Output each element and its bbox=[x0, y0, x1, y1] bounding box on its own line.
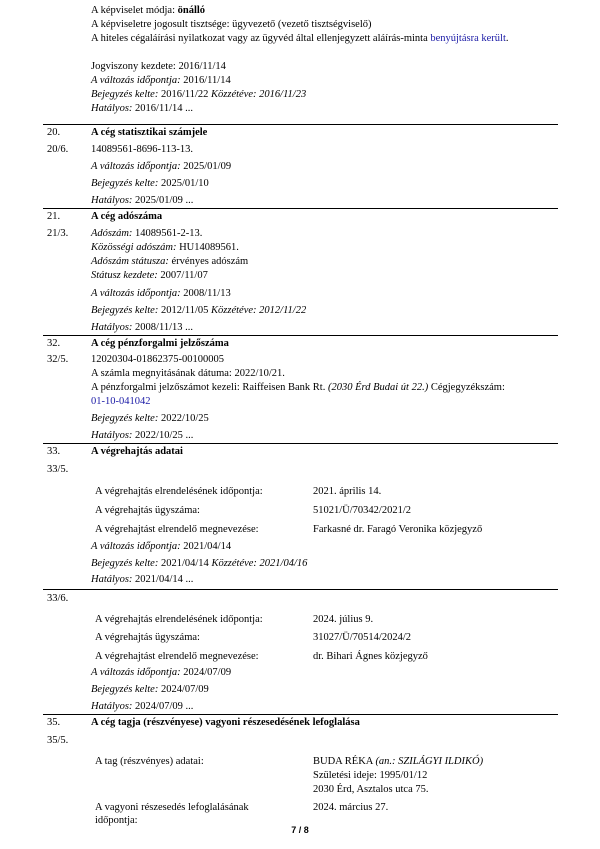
section-divider bbox=[43, 335, 558, 336]
section-number: 33. bbox=[47, 446, 61, 457]
enforcement-case-value: 51021/Ü/70342/2021/2 bbox=[313, 505, 412, 516]
registration-date: Bejegyzés kelte: 2012/11/05 Közzétéve: 2012/11/22 bbox=[91, 305, 307, 316]
registration-date: Bejegyzés kelte: 2025/01/10 bbox=[91, 178, 209, 189]
entry-number: 33/5. bbox=[47, 464, 69, 475]
change-date: A változás időpontja: 2025/01/09 bbox=[91, 161, 232, 172]
entry-number: 21/3. bbox=[47, 228, 69, 239]
statistical-number: 14089561-8696-113-13. bbox=[91, 144, 193, 155]
section-title: A cég statisztikai számjele bbox=[91, 127, 208, 138]
seizure-label-cont: időpontja: bbox=[95, 815, 138, 826]
section-divider bbox=[43, 443, 558, 444]
status-start: Státusz kezdete: 2007/11/07 bbox=[91, 270, 208, 281]
member-address: 2030 Érd, Asztalos utca 75. bbox=[313, 784, 429, 795]
tax-number: Adószám: 14089561-2-13. bbox=[91, 228, 203, 239]
entry-divider bbox=[43, 589, 558, 590]
effective-date: Hatályos: 2022/10/25 ... bbox=[91, 430, 194, 441]
bank-info: A pénzforgalmi jelzőszámot kezeli: Raiffeisen Bank Rt. (2030 Érd Budai út 22.) Cégjegyzékszám: bbox=[91, 382, 505, 393]
enforcement-case-label: A végrehajtás ügyszáma: bbox=[95, 632, 200, 643]
registration-date: Bejegyzés kelte: 2016/11/22 Közzétéve: 2016/11/23 bbox=[91, 89, 307, 100]
change-date: A változás időpontja: 2021/04/14 bbox=[91, 541, 232, 552]
enforcement-date-value: 2024. július 9. bbox=[313, 614, 374, 625]
enforcement-date-label: A végrehajtás elrendelésének időpontja: bbox=[95, 486, 263, 497]
enforcement-date-value: 2021. április 14. bbox=[313, 486, 382, 497]
section-number: 32. bbox=[47, 338, 61, 349]
section-title: A cég tagja (részvényese) vagyoni részesedésének lefoglalása bbox=[91, 717, 360, 728]
page-number: 7 / 8 bbox=[291, 825, 309, 835]
enforcement-issuer-label: A végrehajtást elrendelő megnevezése: bbox=[95, 651, 259, 662]
effective-date: Hatályos: 2025/01/09 ... bbox=[91, 195, 194, 206]
member-label: A tag (részvényes) adatai: bbox=[95, 756, 204, 767]
entry-number: 33/6. bbox=[47, 593, 69, 604]
signature-link[interactable]: benyújtásra került bbox=[430, 33, 506, 44]
entry-number: 20/6. bbox=[47, 144, 69, 155]
section-number: 35. bbox=[47, 717, 61, 728]
registration-date: Bejegyzés kelte: 2024/07/09 bbox=[91, 684, 209, 695]
section-divider bbox=[43, 208, 558, 209]
change-date: A változás időpontja: 2008/11/13 bbox=[91, 288, 231, 299]
enforcement-issuer-label: A végrehajtást elrendelő megnevezése: bbox=[95, 524, 259, 535]
account-number: 12020304-01862375-00100005 bbox=[91, 354, 224, 365]
enforcement-issuer-value: dr. Bihari Ágnes közjegyző bbox=[313, 651, 428, 662]
relationship-start: Jogviszony kezdete: 2016/11/14 bbox=[91, 61, 226, 72]
enforcement-case-label: A végrehajtás ügyszáma: bbox=[95, 505, 200, 516]
change-date: A változás időpontja: 2024/07/09 bbox=[91, 667, 232, 678]
entry-number: 35/5. bbox=[47, 735, 69, 746]
enforcement-date-label: A végrehajtás elrendelésének időpontja: bbox=[95, 614, 263, 625]
seizure-label: A vagyoni részesedés lefoglalásának bbox=[95, 802, 249, 813]
section-divider bbox=[43, 124, 558, 125]
effective-date: Hatályos: 2008/11/13 ... bbox=[91, 322, 193, 333]
bank-registry-link[interactable]: 01-10-041042 bbox=[91, 396, 151, 407]
tax-status: Adószám státusza: érvényes adószám bbox=[91, 256, 249, 267]
representative-position: A képviseletre jogosult tisztsége: ügyvezető (vezető tisztségviselő) bbox=[91, 19, 372, 30]
effective-date: Hatályos: 2016/11/14 ... bbox=[91, 103, 193, 114]
section-number: 20. bbox=[47, 127, 61, 138]
effective-date: Hatályos: 2021/04/14 ... bbox=[91, 574, 194, 585]
section-number: 21. bbox=[47, 211, 61, 222]
registration-date: Bejegyzés kelte: 2021/04/14 Közzétéve: 2021/04/16 bbox=[91, 558, 308, 569]
community-tax-number: Közösségi adószám: HU14089561. bbox=[91, 242, 239, 253]
representation-method: A képviselet módja: önálló bbox=[91, 5, 206, 16]
section-title: A cég adószáma bbox=[91, 211, 163, 222]
section-title: A cég pénzforgalmi jelzőszáma bbox=[91, 338, 229, 349]
section-divider bbox=[43, 714, 558, 715]
enforcement-issuer-value: Farkasné dr. Faragó Veronika közjegyző bbox=[313, 524, 483, 535]
change-date: A változás időpontja: 2016/11/14 bbox=[91, 75, 231, 86]
enforcement-case-value: 31027/Ü/70514/2024/2 bbox=[313, 632, 412, 643]
account-opened: A számla megnyitásának dátuma: 2022/10/21. bbox=[91, 368, 285, 379]
seizure-date: 2024. március 27. bbox=[313, 802, 389, 813]
section-title: A végrehajtás adatai bbox=[91, 446, 183, 457]
member-birth: Születési ideje: 1995/01/12 bbox=[313, 770, 428, 781]
member-name: BUDA RÉKA (an.: SZILÁGYI ILDIKÓ) bbox=[313, 756, 484, 767]
effective-date: Hatályos: 2024/07/09 ... bbox=[91, 701, 194, 712]
signature-note: A hiteles cégaláírási nyilatkozat vagy az ügyvéd által ellenjegyzett aláírás-minta benyújtásra került. bbox=[91, 33, 509, 44]
entry-number: 32/5. bbox=[47, 354, 69, 365]
registration-date: Bejegyzés kelte: 2022/10/25 bbox=[91, 413, 209, 424]
